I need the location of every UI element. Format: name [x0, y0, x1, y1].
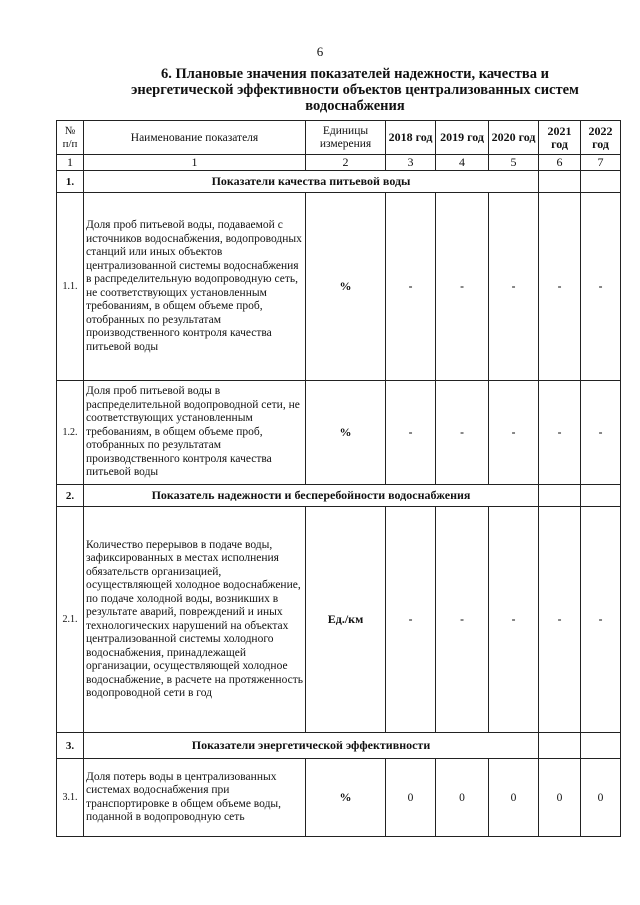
indicator-name: Количество перерывов в подаче воды, зафиксированных в местах исполнения обязательств организацией, осуществляющей холодное водоснабжение, по подаче холодной воды, возникших в результате аварий, повреждений и иных технологических нарушений на объектах централизованной системы холодного водоснабжения, принадлежащей организации, осуществляющей холодное водоснабжение, в расчете на протяженность водопроводной сети в год: [84, 507, 306, 733]
section-number: 1.: [57, 171, 84, 193]
section-row: [57, 171, 621, 193]
unit-cell: Ед./км: [306, 507, 386, 733]
indicators-table: [56, 120, 621, 837]
column-index: 6: [539, 155, 581, 171]
heading-line-1: 6. Плановые значения показателей надежности, качества и: [161, 66, 549, 82]
header-year-2021: 2021 год: [539, 121, 581, 155]
column-index-row: [57, 155, 621, 171]
heading-line-2: энергетической эффективности объектов централизованных систем: [131, 82, 579, 98]
unit-cell: %: [306, 193, 386, 381]
value-2018: -: [386, 507, 436, 733]
column-index: 1: [84, 155, 306, 171]
indicator-name: Доля потерь воды в централизованных системах водоснабжения при транспортировке в общем объеме воды, поданной в водопроводную сеть: [84, 759, 306, 837]
section-title: Показатель надежности и бесперебойности водоснабжения: [84, 485, 539, 507]
value-2019: -: [436, 193, 489, 381]
column-index: 2: [306, 155, 386, 171]
value-2021: -: [539, 507, 581, 733]
table-header-row: [57, 121, 621, 155]
header-unit: Единицы измерения: [306, 121, 386, 155]
value-2022: 0: [581, 759, 621, 837]
unit-cell: %: [306, 759, 386, 837]
row-number: 1.2.: [57, 381, 84, 485]
value-2018: -: [386, 193, 436, 381]
column-index: 5: [489, 155, 539, 171]
table-row: [57, 381, 621, 485]
column-index: 3: [386, 155, 436, 171]
value-2020: -: [489, 381, 539, 485]
indicator-name: Доля проб питьевой воды в распределительной водопроводной сети, не соответствующих установленным требованиям, в общем объеме проб, отобранных по результатам производственного контроля качества питьевой воды: [84, 381, 306, 485]
page-number: 6: [316, 44, 324, 59]
header-year-2019: 2019 год: [436, 121, 489, 155]
unit-cell: %: [306, 381, 386, 485]
section-title: Показатели качества питьевой воды: [84, 171, 539, 193]
value-2018: 0: [386, 759, 436, 837]
column-index: 1: [57, 155, 84, 171]
section-title: Показатели энергетической эффективности: [84, 733, 539, 759]
header-num: № п/п: [57, 121, 84, 155]
header-year-2018: 2018 год: [386, 121, 436, 155]
value-2020: -: [489, 507, 539, 733]
row-number: 2.1.: [57, 507, 84, 733]
column-index: 4: [436, 155, 489, 171]
section-row: [57, 733, 621, 759]
table-row: [57, 507, 621, 733]
header-name: Наименование показателя: [84, 121, 306, 155]
document-heading: [95, 66, 615, 114]
row-number: 3.1.: [57, 759, 84, 837]
heading-line-3: водоснабжения: [305, 98, 405, 114]
section-number: 3.: [57, 733, 84, 759]
value-2019: 0: [436, 759, 489, 837]
value-2020: -: [489, 193, 539, 381]
value-2018: -: [386, 381, 436, 485]
value-2021: -: [539, 381, 581, 485]
column-index: 7: [581, 155, 621, 171]
header-year-2020: 2020 год: [489, 121, 539, 155]
value-2022: -: [581, 193, 621, 381]
value-2022: -: [581, 507, 621, 733]
value-2022: -: [581, 381, 621, 485]
value-2020: 0: [489, 759, 539, 837]
indicator-name: Доля проб питьевой воды, подаваемой с источников водоснабжения, водопроводных станций или иных объектов централизованной системы водоснабжения в распределительную водопроводную сеть, не соответствующих установленным требованиям, в общем объеме проб, отобранных по результатам производственного контроля качества питьевой воды: [84, 193, 306, 381]
section-row: [57, 485, 621, 507]
table-row: [57, 759, 621, 837]
table-row: [57, 193, 621, 381]
row-number: 1.1.: [57, 193, 84, 381]
value-2021: -: [539, 193, 581, 381]
value-2019: -: [436, 507, 489, 733]
value-2019: -: [436, 381, 489, 485]
section-number: 2.: [57, 485, 84, 507]
value-2021: 0: [539, 759, 581, 837]
header-year-2022: 2022 год: [581, 121, 621, 155]
